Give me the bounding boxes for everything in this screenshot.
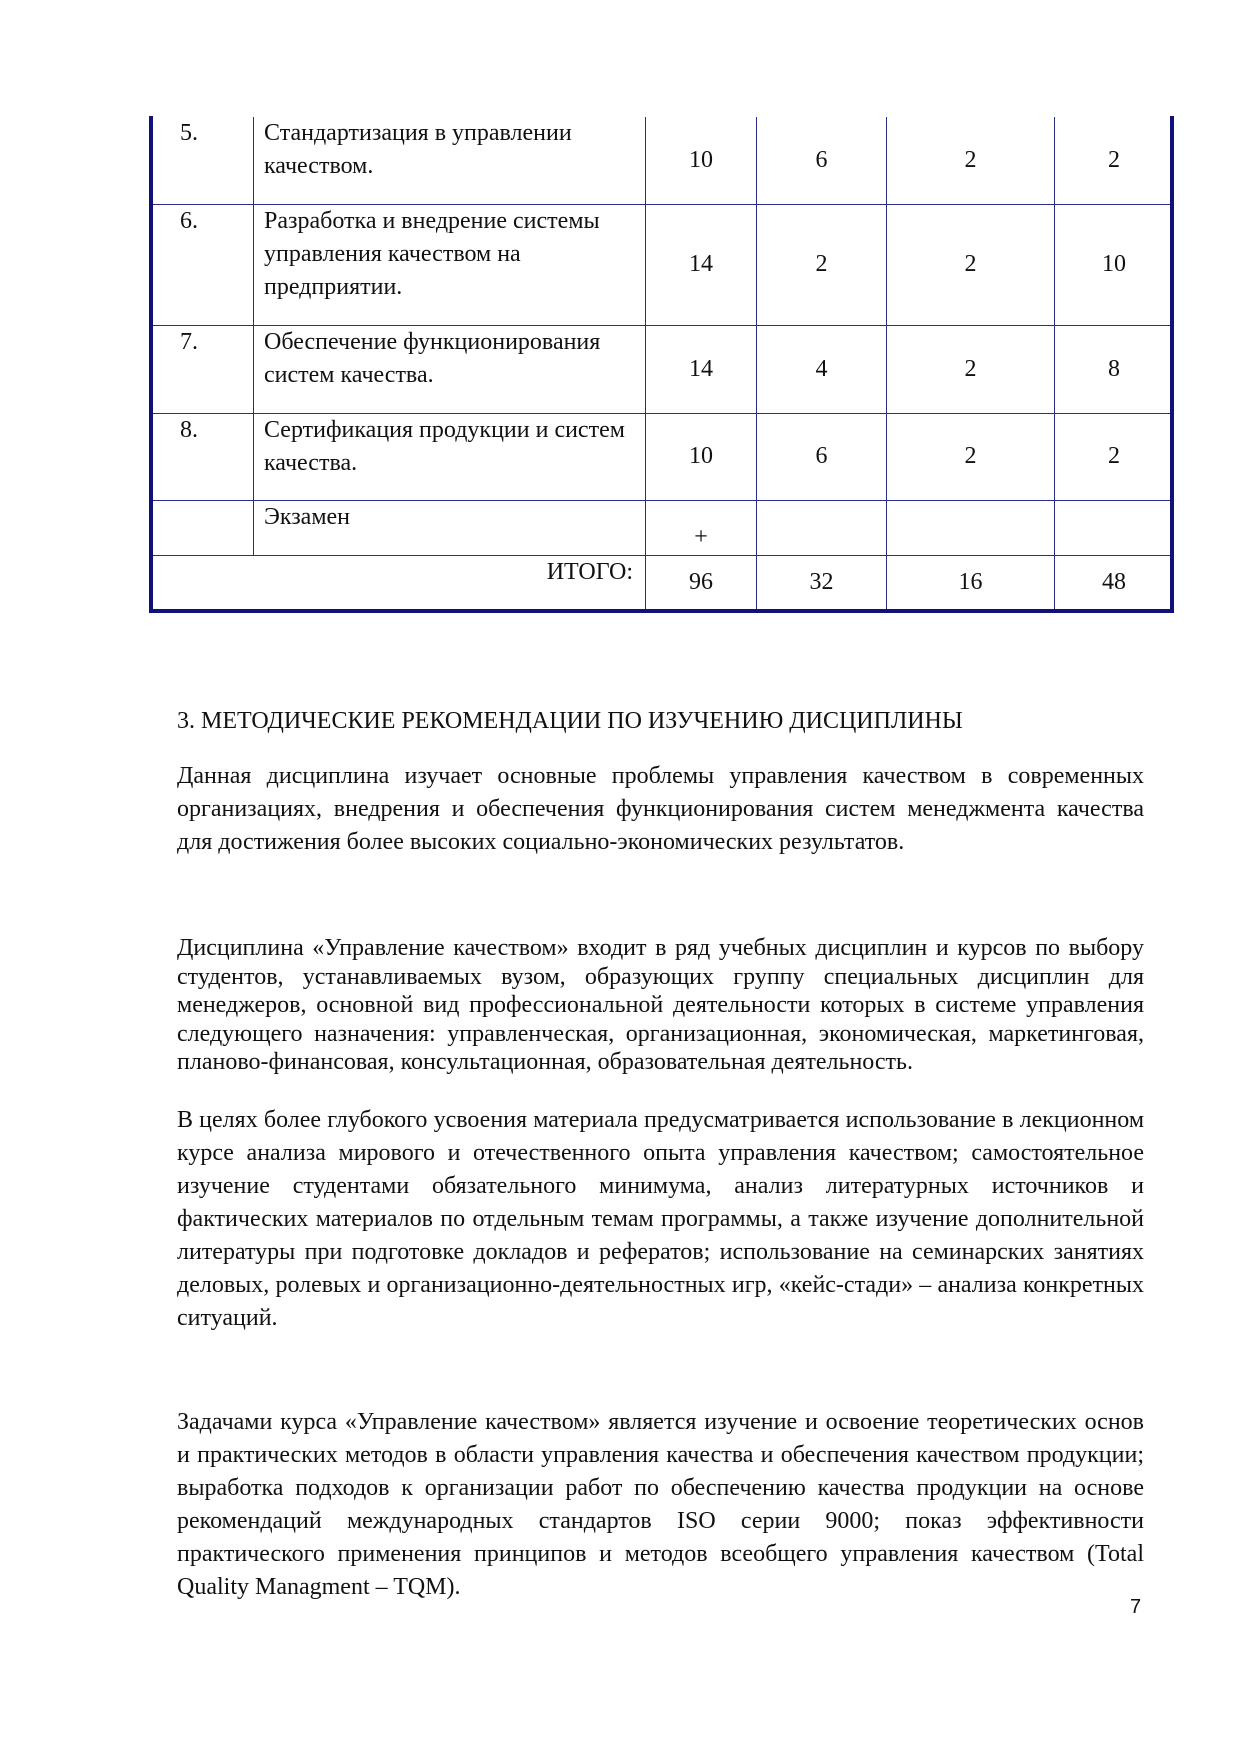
page-number: 7 (1130, 1596, 1142, 1618)
row-number: 5. (152, 117, 254, 204)
summary-lectures: 32 (757, 555, 887, 610)
hours-seminars: 2 (887, 325, 1055, 413)
table-row (152, 413, 1174, 500)
paragraph-methods: В целях более глубокого усвоения материала предусматривается использование в лекционном курсе анализа мирового и отечественного опыта управления качеством; самостоятельное изучение студентами обязательного минимума, анализ литературных источников и фактических материалов по отдельным темам программы, а также изучение дополнительной литературы при подготовке докладов и рефератов; использование на семинарских занятиях деловых, ролевых и организационно-деятельностных игр, «кейс-стади» – анализа конкретных ситуаций. (177, 1107, 1144, 1331)
section-heading: 3. МЕТОДИЧЕСКИЕ РЕКОМЕНДАЦИИ ПО ИЗУЧЕНИЮ ДИСЦИПЛИНЫ (177, 708, 963, 734)
hours-total: 10 (646, 117, 757, 204)
hours-total: 14 (646, 325, 757, 413)
course-plan-table (151, 117, 1174, 611)
hours-seminars: 2 (887, 117, 1055, 204)
hours-total: 10 (646, 413, 757, 500)
paragraph-tasks: Задачами курса «Управление качеством» является изучение и освоение теоретических основ и практических методов в области управления качества и обеспечения качеством продукции; выработка подходов к организации работ по обеспечению качества продукции на основе рекомендаций международных стандартов ISO серии 9000; показ эффективности практического применения принципов и методов всеобщего управления качеством (Total Quality Managment – TQM). (177, 1409, 1144, 1600)
empty-cell (887, 500, 1055, 555)
table-row (152, 204, 1174, 325)
hours-self-study: 8 (1055, 325, 1174, 413)
topic-title: Стандартизация в управлении качеством. (254, 117, 646, 204)
hours-lectures: 4 (757, 325, 887, 413)
summary-label: ИТОГО: (152, 555, 646, 610)
row-number: 6. (152, 204, 254, 325)
hours-lectures: 6 (757, 117, 887, 204)
summary-total: 96 (646, 555, 757, 610)
summary-seminars: 16 (887, 555, 1055, 610)
exam-row (152, 500, 1174, 555)
row-number: 7. (152, 325, 254, 413)
hours-lectures: 2 (757, 204, 887, 325)
hours-self-study: 10 (1055, 204, 1174, 325)
hours-self-study: 2 (1055, 117, 1174, 204)
row-number: 8. (152, 413, 254, 500)
exam-title: Экзамен (254, 500, 646, 555)
empty-cell (1055, 500, 1174, 555)
row-number-empty (152, 500, 254, 555)
paragraph-intro: Данная дисциплина изучает основные проблемы управления качеством в современных организациях, внедрения и обеспечения функционирования систем менеджмента качества для достижения более высоких социально-экономических результатов. (177, 763, 1144, 855)
topic-title: Обеспечение функционирования систем качества. (254, 325, 646, 413)
topic-title: Разработка и внедрение системы управления качеством на предприятии. (254, 204, 646, 325)
hours-lectures: 6 (757, 413, 887, 500)
hours-self-study: 2 (1055, 413, 1174, 500)
topic-title: Сертификация продукции и систем качества. (254, 413, 646, 500)
summary-row (152, 555, 1174, 610)
summary-self-study: 48 (1055, 555, 1174, 610)
hours-seminars: 2 (887, 204, 1055, 325)
exam-mark: + (646, 500, 757, 555)
hours-seminars: 2 (887, 413, 1055, 500)
hours-total: 14 (646, 204, 757, 325)
empty-cell (757, 500, 887, 555)
table-row (152, 325, 1174, 413)
table-row (152, 117, 1174, 204)
paragraph-discipline: Дисциплина «Управление качеством» входит в ряд учебных дисциплин и курсов по выбору студентов, устанавливаемых вузом, образующих группу специальных дисциплин для менеджеров, основной вид профессиональной деятельности которых в системе управления следующего назначения: управленческая, организационная, экономическая, маркетинговая, планово-финансовая, консультационная, образовательная деятельность. (177, 935, 1144, 1075)
